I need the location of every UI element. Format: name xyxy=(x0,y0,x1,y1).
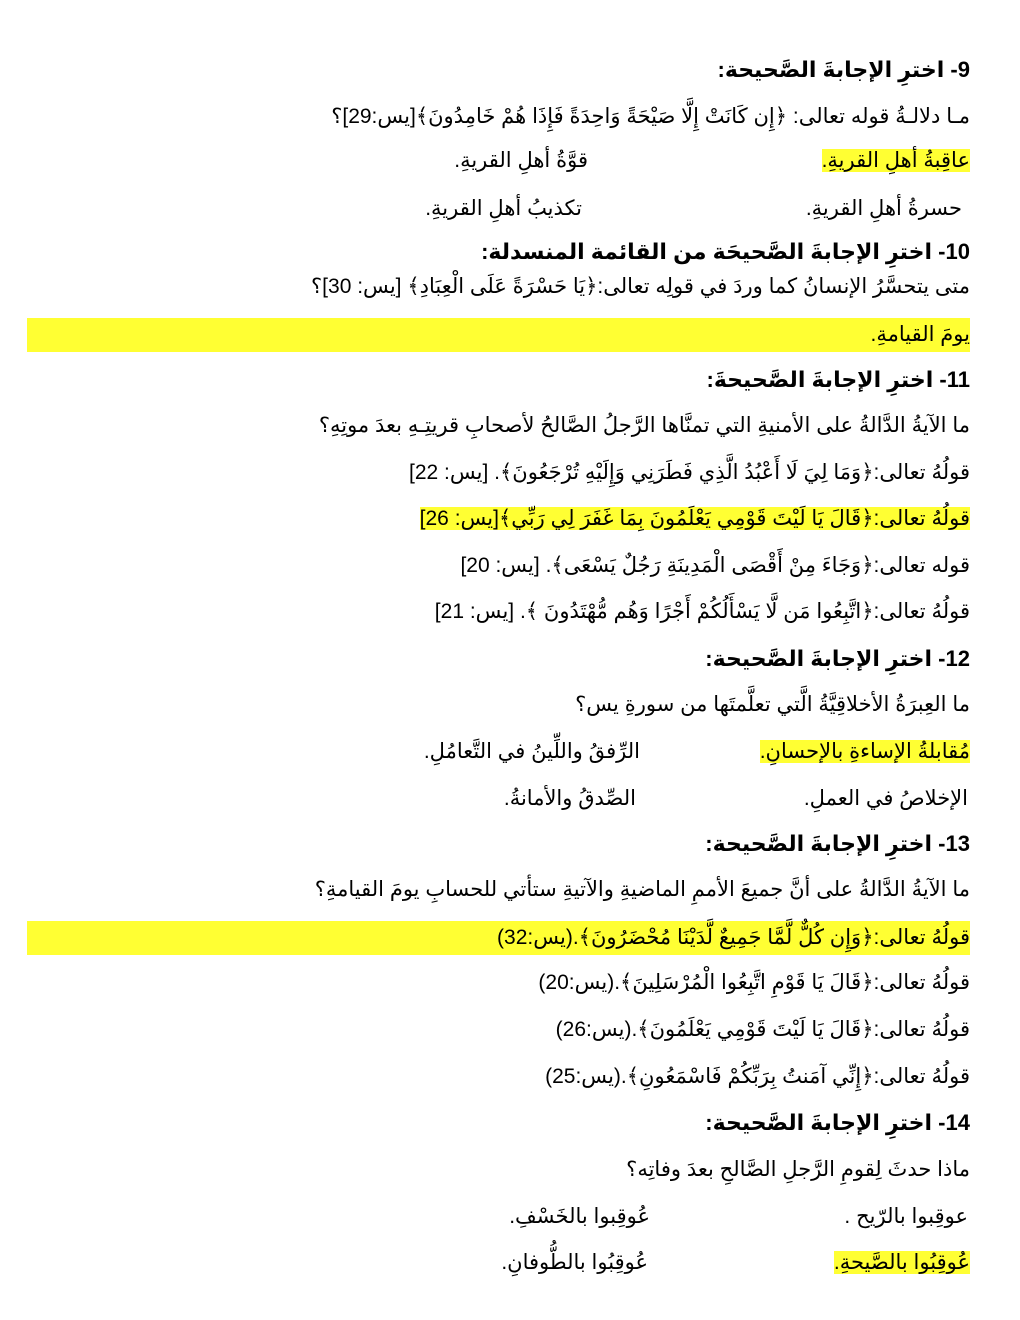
q9-option-4[interactable]: تكذيبُ أهلِ القريةِ. xyxy=(425,197,582,220)
q12-option-4[interactable]: الصِّدقُ والأمانةُ. xyxy=(503,787,636,810)
q13-option-3[interactable]: قولُهُ تعالى:﴿قَالَ يَا لَيْتَ قَوْمِي يَعْلَمُونَ﴾.(يس:26) xyxy=(555,1018,970,1041)
q10-dropdown[interactable] xyxy=(27,318,970,352)
option-label: عُوقِبُوا بالصَّيحةِ. xyxy=(833,1251,970,1274)
q11-option-1[interactable]: قولُهُ تعالى:﴿وَمَا لِيَ لَا أَعْبُدُ الَّذِي فَطَرَنِي وَإِلَيْهِ تُرْجَعُونَ﴾. [يس: 22] xyxy=(408,461,970,484)
q13-option-4[interactable]: قولُهُ تعالى:﴿إِنِّي آمَنتُ بِرَبِّكُمْ فَاسْمَعُونِ﴾.(يس:25) xyxy=(545,1065,970,1088)
q12-option-1[interactable] xyxy=(760,737,970,767)
q13-option-1[interactable] xyxy=(27,921,970,955)
q14-option-1[interactable]: عوقِبوا بالرّيح . xyxy=(844,1205,968,1228)
q13-question: ما الآيةُ الدَّالةُ على أنَّ جميعَ الأممِ الماضيةِ والآتيةِ ستأتي للحسابِ يومَ القيامةِ؟ xyxy=(314,878,970,901)
q12-question: ما العِبرَةُ الأخلاقِيَّةُ الَّتي تعلَّمتَها من سورةِ يس؟ xyxy=(575,693,970,716)
q12-option-3[interactable]: الإخلاصُ في العملِ. xyxy=(803,787,968,810)
q14-option-2[interactable]: عُوقِبوا بالخَسْفِ. xyxy=(509,1205,650,1228)
option-label: قولُهُ تعالى:﴿قَالَ يَا لَيْتَ قَوْمِي يَعْلَمُونَ بِمَا غَفَرَ لِي رَبِّي﴾[يس: 26] xyxy=(419,507,970,530)
q11-option-4[interactable]: قولُهُ تعالى:﴿اتَّبِعُوا مَن لَّا يَسْأَلُكُمْ أَجْرًا وَهُم مُّهْتَدُونَ ﴾. [يس: 21] xyxy=(434,600,970,623)
q9-option-2[interactable]: قوَّةُ أهلِ القريةِ. xyxy=(454,149,588,172)
q14-title: 14- اخترِ الإجابةَ الصَّحيحة: xyxy=(705,1110,970,1135)
option-label: قولُهُ تعالى:﴿وَإِن كُلٌّ لَّمَّا جَمِيعٌ لَّدَيْنَا مُحْضَرُونَ﴾.(يس:32) xyxy=(497,926,970,949)
option-label: مُقابلةُ الإساءةِ بالإحسانِ. xyxy=(759,740,970,763)
q14-option-3[interactable] xyxy=(834,1248,970,1278)
q11-title: 11- اخترِ الإجابةَ الصَّحيحةَ: xyxy=(706,367,970,392)
q11-option-3[interactable]: قوله تعالى:﴿وَجَاءَ مِنْ أَقْصَى الْمَدِينَةِ رَجُلٌ يَسْعَى﴾. [يس: 20] xyxy=(460,554,970,577)
q12-title: 12- اخترِ الإجابةَ الصَّحيحة: xyxy=(705,646,970,671)
q13-option-2[interactable]: قولُهُ تعالى:﴿قَالَ يَا قَوْمِ اتَّبِعُوا الْمُرْسَلِينَ﴾.(يس:20) xyxy=(538,971,970,994)
q10-question: متى يتحسَّرُ الإنسانُ كما وردَ في قولِه تعالى:﴿يَا حَسْرَةً عَلَى الْعِبَادِ﴾ [يس: 30]؟ xyxy=(311,275,970,298)
q11-question: ما الآيةُ الدَّالةُ على الأمنيةِ التي تمنَّاها الرَّجلُ الصَّالحُ لأصحابِ قريتِـهِ بعدَ موتِهِ؟ xyxy=(318,414,970,437)
q9-option-3[interactable]: حسرةُ أهلِ القريةِ. xyxy=(805,197,962,220)
q9-title: 9- اخترِ الإجابةَ الصَّحيحة: xyxy=(717,57,970,82)
q11-option-2[interactable] xyxy=(420,504,970,534)
q9-option-1[interactable] xyxy=(822,146,970,176)
q13-title: 13- اخترِ الإجابةَ الصَّحيحة: xyxy=(705,831,970,856)
q10-title: 10- اخترِ الإجابةَ الصَّحيحَة من القائمة المنسدلة: xyxy=(481,239,970,264)
option-label: عاقِبةُ أهلِ القريةِ. xyxy=(821,149,970,172)
q10-selected-answer: يومَ القيامةِ. xyxy=(870,323,970,346)
q12-option-2[interactable]: الرِّفقُ واللِّينُ في التَّعامُلِ. xyxy=(423,740,640,763)
q9-question: مـا دلالـةُ قوله تعالى: ﴿إِن كَانَتْ إِلَّا صَيْحَةً وَاحِدَةً فَإِذَا هُمْ خَامِدُونَ﴾[يس:29]؟ xyxy=(331,105,970,128)
q14-option-4[interactable]: عُوقِبُوا بالطُّوفانِ. xyxy=(501,1251,648,1274)
q14-question: ماذا حدثَ لِقومِ الرَّجلِ الصَّالحِ بعدَ وفاتِه؟ xyxy=(626,1158,970,1181)
